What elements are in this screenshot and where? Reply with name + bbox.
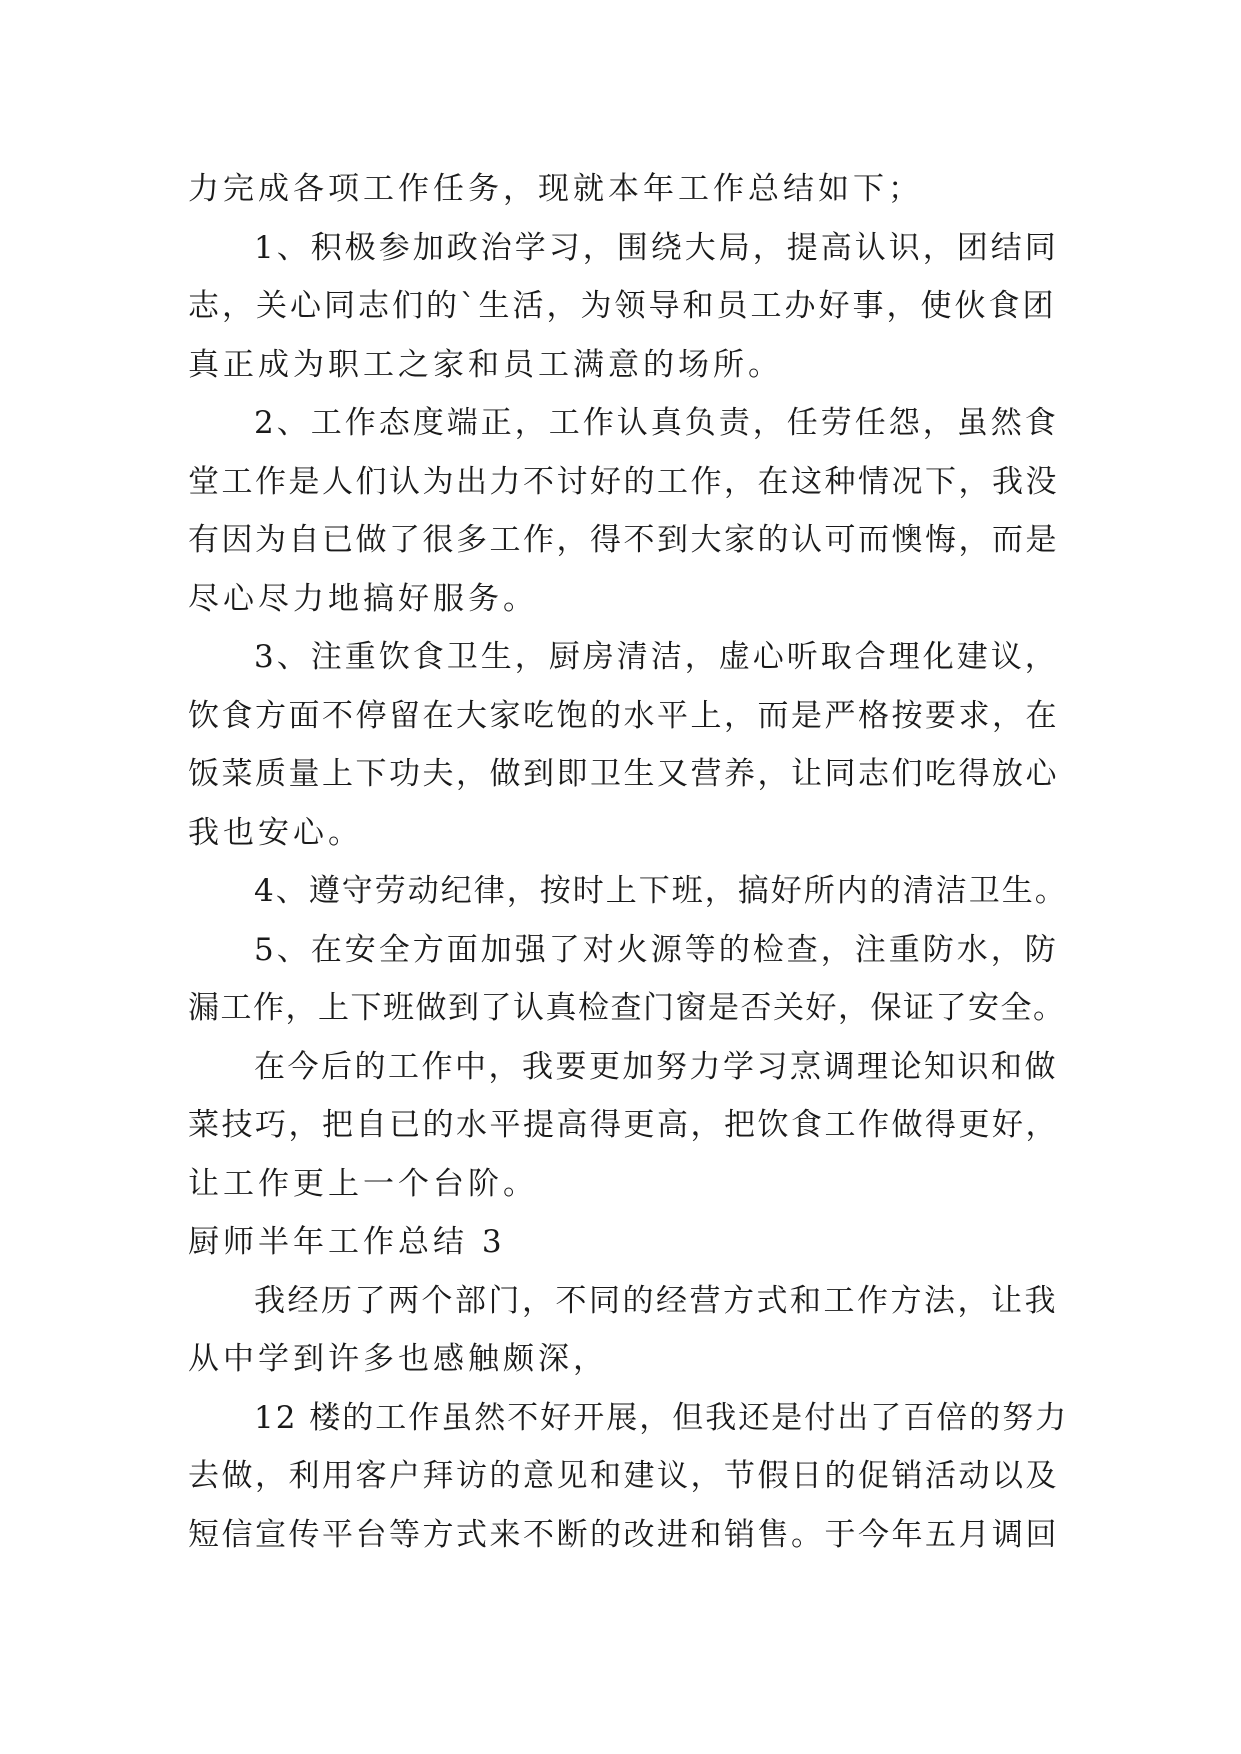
text-line: 漏工作，上下班做到了认真检查门窗是否关好，保证了安全。 [188,990,1066,1026]
text-line: 有因为自已做了很多工作，得不到大家的认可而懊悔，而是 [188,522,1059,558]
document-body [188,160,1068,1564]
text-line: 我经历了两个部门，不同的经营方式和工作方法，让我 [254,1282,1058,1319]
text-line: 志，关心同志们的`生活，为领导和员工办好事，使伙食团 [188,288,1057,324]
text-line: 让工作更上一个台阶。 [188,1165,538,1202]
text-line: 3、注重饮食卫生，厨房清洁，虚心听取合理化建议， [254,639,1059,675]
text-line: 从中学到许多也感触颇深， [188,1341,608,1377]
text-line: 饭菜质量上下功夫，做到即卫生又营养，让同志们吃得放心 [188,756,1059,792]
text-line: 在今后的工作中，我要更加努力学习烹调理论知识和做 [254,1048,1058,1085]
text-line: 饮食方面不停留在大家吃饱的水平上，而是严格按要求，在 [188,697,1059,734]
text-line: 去做，利用客户拜访的意见和建议，节假日的促销活动以及 [188,1458,1059,1494]
text-line: 5、在安全方面加强了对火源等的检查，注重防水，防 [254,931,1059,968]
text-line: 尽心尽力地搞好服务。 [188,580,538,617]
text-line: 短信宣传平台等方式来不断的改进和销售。于今年五月调回 [188,1516,1059,1553]
text-line: 12 楼的工作虽然不好开展，但我还是付出了百倍的努力 [254,1399,1068,1436]
text-line: 2、工作态度端正，工作认真负责，任劳任怨，虽然食 [254,405,1059,441]
text-line: 1、积极参加政治学习，围绕大局，提高认识，团结同 [254,229,1059,266]
section-heading: 厨师半年工作总结 3 [188,1224,506,1260]
text-line: 堂工作是人们认为出力不讨好的工作，在这种情况下，我没 [188,463,1059,500]
text-line: 菜技巧，把自已的水平提高得更高，把饮食工作做得更好， [188,1107,1059,1143]
text-line: 我也安心。 [188,814,363,851]
text-line: 真正成为职工之家和员工满意的场所。 [188,346,783,383]
text-line: 力完成各项工作任务，现就本年工作总结如下； [188,171,923,207]
text-line: 4、遵守劳动纪律，按时上下班，搞好所内的清洁卫生。 [254,873,1068,909]
